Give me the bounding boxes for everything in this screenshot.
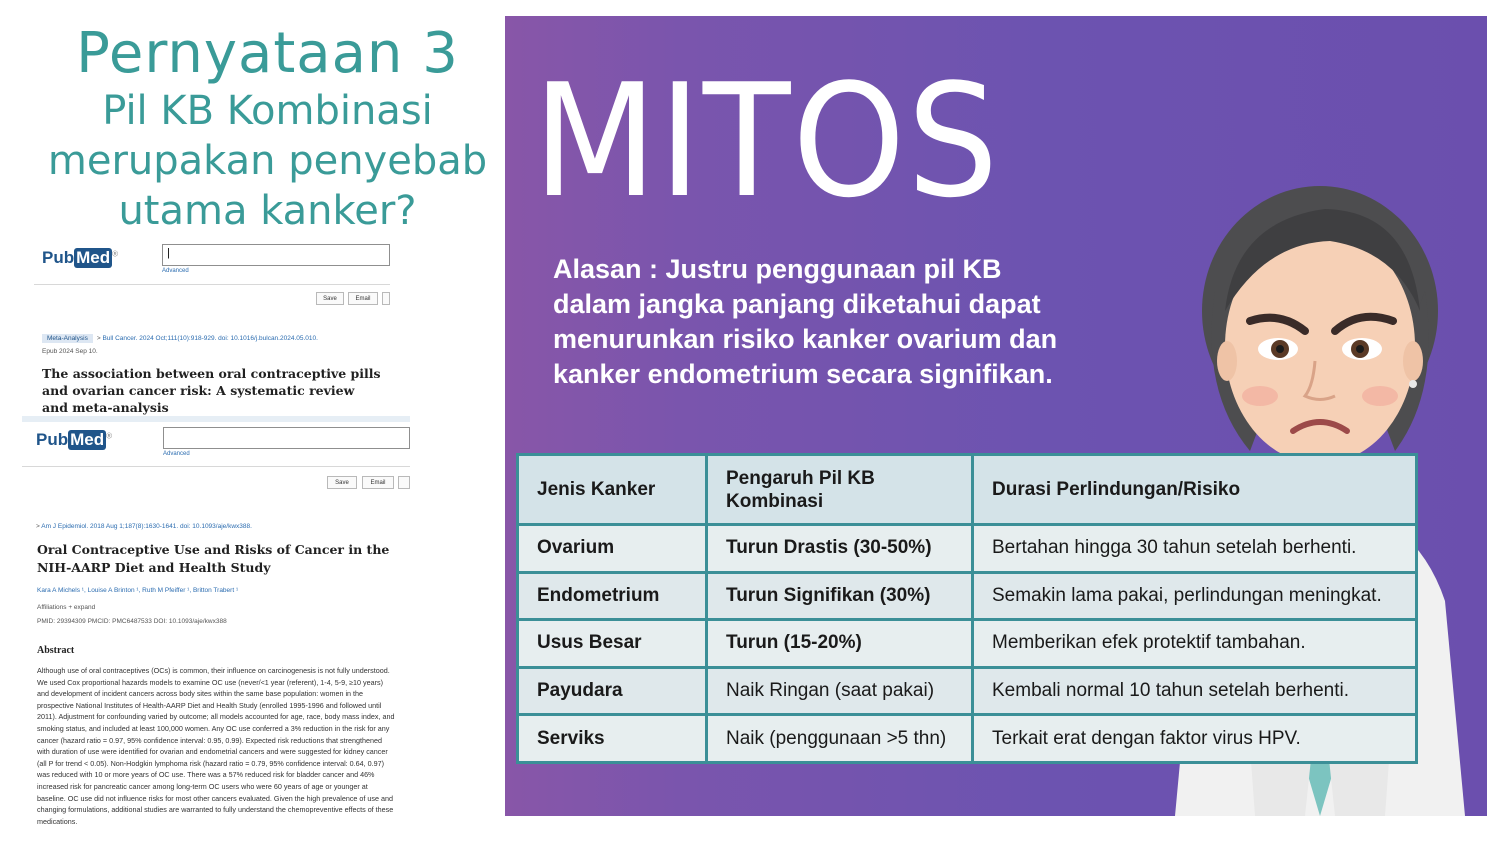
pubmed-save-button[interactable]: Save xyxy=(327,476,357,489)
pubmed-divider xyxy=(22,466,410,467)
pubmed-logo-reg: ® xyxy=(112,249,119,259)
table-cell-effect: Turun Signifikan (30%) xyxy=(707,572,973,620)
pubmed-citation-line: Meta-Analysis > Bull Cancer. 2024 Oct;111(10):918-929. doi: 10.1016/j.bulcan.2024.05.010. xyxy=(42,334,318,343)
table-header-effect: Pengaruh Pil KB Kombinasi xyxy=(707,455,973,525)
pubmed-more-button[interactable] xyxy=(382,292,390,305)
table-cell-cancer-type: Endometrium xyxy=(518,572,707,620)
heading-line-2: Pil KB Kombinasi xyxy=(102,88,433,134)
table-cell-duration: Memberikan efek protektif tambahan. xyxy=(973,620,1417,668)
table-header-cancer-type: Jenis Kanker xyxy=(518,455,707,525)
table-cell-cancer-type: Ovarium xyxy=(518,525,707,573)
pubmed-logo-reg: ® xyxy=(106,431,113,441)
heading-line-4: utama kanker? xyxy=(118,188,417,234)
mitos-title: MITOS xyxy=(533,50,1001,232)
pubmed-logo-med: Med xyxy=(76,248,111,267)
pubmed-divider xyxy=(34,284,390,285)
table-cell-duration: Terkait erat dengan faktor virus HPV. xyxy=(973,715,1417,763)
table-cell-duration: Bertahan hingga 30 tahun setelah berhenti. xyxy=(973,525,1417,573)
table-cell-duration: Semakin lama pakai, perlindungan meningkat. xyxy=(973,572,1417,620)
table-cell-effect: Turun Drastis (30-50%) xyxy=(707,525,973,573)
pubmed-article-title[interactable]: The association between oral contraceptive pills and ovarian cancer risk: A systematic review and meta-analysis xyxy=(42,366,381,415)
pubmed-search-input[interactable] xyxy=(163,427,410,449)
pubmed-advanced-link[interactable]: Advanced xyxy=(162,268,189,274)
table-cell-effect: Naik Ringan (saat pakai) xyxy=(707,667,973,715)
pubmed-logo-pub: Pub xyxy=(36,430,69,449)
pubmed-search-input[interactable] xyxy=(162,244,390,266)
reason-text: Alasan : Justru penggunaan pil KB dalam jangka panjang diketahui dapat menurunkan risiko kanker ovarium dan kanker endometrium secara signifikan. xyxy=(553,254,1058,389)
table-row xyxy=(518,572,1417,620)
pubmed-save-button[interactable]: Save xyxy=(316,292,344,305)
heading-line-3: merupakan penyebab xyxy=(47,138,488,184)
pubmed-citation[interactable]: Am J Epidemiol. 2018 Aug 1;187(8):1630-1641. doi: 10.1093/aje/kwx388. xyxy=(41,523,252,530)
pubmed-logo xyxy=(42,248,118,268)
table-cell-duration: Kembali normal 10 tahun setelah berhenti. xyxy=(973,667,1417,715)
table-cell-effect: Naik (penggunaan >5 thn) xyxy=(707,715,973,763)
table-row xyxy=(518,525,1417,573)
pubmed-ids: PMID: 29394309 PMCID: PMC6487533 DOI: 10.1093/aje/kwx388 xyxy=(37,618,227,625)
pubmed-email-button[interactable]: Email xyxy=(348,292,378,305)
pubmed-email-button[interactable]: Email xyxy=(362,476,394,489)
pubmed-advanced-link[interactable]: Advanced xyxy=(163,451,190,457)
pubmed-screenshot-1 xyxy=(34,240,390,418)
pubmed-screenshot-2 xyxy=(22,416,410,844)
pubmed-citation-line: > Am J Epidemiol. 2018 Aug 1;187(8):1630-1641. doi: 10.1093/aje/kwx388. xyxy=(36,523,252,530)
meta-analysis-tag: Meta-Analysis xyxy=(42,334,93,343)
pubmed-logo-med: Med xyxy=(70,430,105,449)
table-cell-cancer-type: Serviks xyxy=(518,715,707,763)
pubmed-logo-pub: Pub xyxy=(42,248,75,267)
cancer-risk-table xyxy=(516,453,1418,764)
table-header-row xyxy=(518,455,1417,525)
pubmed-abstract-heading: Abstract xyxy=(37,645,75,656)
table-cell-cancer-type: Usus Besar xyxy=(518,620,707,668)
pubmed-more-button[interactable] xyxy=(398,476,410,489)
pubmed-abstract-text: Although use of oral contraceptives (OCs) is common, their influence on carcinogenesis is not fully understood. We used Cox proportional hazards models to examine OC use (never/<1 year (referent), 1-4, 5-9, ≥10 years) and development of incident cancers across body sites within the same base population: women in the prospective National Institutes of Health-AARP Diet and Health Study (enrolled 1995-1996 and followed until 2011). Adjustment for confounding varied by outcome; all models accounted for age, race, body mass index, and smoking status, and included at least 100,000 women. Any OC use conferred a 3% reduction in the risk for any cancer (hazard ratio = 0.97, 95% confidence interval: 0.95, 0.99). Expected risk reductions that strengthened with duration of use were identified for ovarian and endometrial cancers and were suggested for kidney cancer (all P for trend < 0.05). Non-Hodgkin lymphoma risk (hazard ratio = 0.79, 95% confidence interval: 0.64, 0.97) was reduced with 10 or more years of OC use. There was a 57% reduced risk for bladder cancer and 46% increased risk for pancreatic cancer among long-term OC users who were 60 years of age or younger at baseline. OC use did not influence risks for most other cancers evaluated. Given the high prevalence of use and changing formulations, additional studies are warranted to fully understand the chemopreventive effects of these medications. xyxy=(37,666,395,826)
pubmed-search-value: | xyxy=(167,247,170,259)
table-cell-cancer-type: Payudara xyxy=(518,667,707,715)
pubmed-logo xyxy=(36,430,112,450)
pubmed-authors[interactable]: Kara A Michels ¹, Louise A Brinton ¹, Ruth M Pfeiffer ¹, Britton Trabert ¹ xyxy=(37,587,239,594)
pubmed-top-band xyxy=(22,416,410,422)
table-row xyxy=(518,620,1417,668)
table-row xyxy=(518,715,1417,763)
pubmed-epub: Epub 2024 Sep 10. xyxy=(42,348,98,355)
pubmed-affiliations[interactable]: Affiliations + expand xyxy=(37,604,96,611)
pubmed-article-title[interactable]: Oral Contraceptive Use and Risks of Cancer in the NIH-AARP Diet and Health Study xyxy=(37,542,390,575)
table-header-duration: Durasi Perlindungan/Risiko xyxy=(973,455,1417,525)
heading-statement-number: Pernyataan 3 xyxy=(76,21,459,86)
slide-heading xyxy=(30,22,505,236)
pubmed-citation[interactable]: Bull Cancer. 2024 Oct;111(10):918-929. doi: 10.1016/j.bulcan.2024.05.010. xyxy=(102,335,318,342)
table-row xyxy=(518,667,1417,715)
table-cell-effect: Turun (15-20%) xyxy=(707,620,973,668)
